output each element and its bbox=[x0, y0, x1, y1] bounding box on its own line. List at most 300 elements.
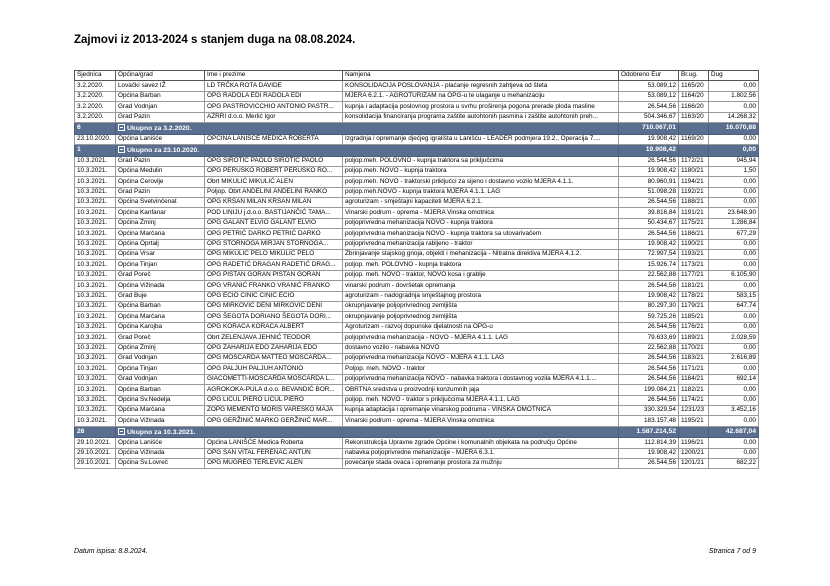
group-empty-cell bbox=[679, 426, 709, 438]
cell-namjena: poljop.meh. NOVO - traktorski priključci za sijeno i dostavno vozilo MJERA 4.1.1. bbox=[343, 177, 619, 187]
cell-sjednica: 10.3.2021. bbox=[75, 187, 116, 197]
cell-ime: OPG MIRKOVIĆ DENI MIRKOVIĆ DENI bbox=[205, 302, 343, 312]
table-row bbox=[75, 374, 759, 384]
cell-namjena: povećanje stada ovaca i opremanje prostora za mužnju bbox=[343, 459, 619, 469]
group-empty-cell bbox=[679, 122, 709, 134]
collapse-group-icon[interactable] bbox=[118, 428, 125, 435]
group-subtotal-text: Ukupno za 3.2.2020. bbox=[127, 124, 192, 132]
cell-opcina: Općina Vižinada bbox=[116, 416, 205, 426]
cell-dug: 0,00 bbox=[709, 312, 759, 322]
table-row bbox=[75, 187, 759, 197]
table-row bbox=[75, 166, 759, 176]
cell-odobreno: 26.544,56 bbox=[619, 322, 679, 332]
group-subtotal-row bbox=[75, 122, 759, 134]
cell-sjednica: 29.10.2021. bbox=[75, 459, 116, 469]
cell-opcina: Općina Sv.Nedelja bbox=[116, 395, 205, 405]
cell-sjednica: 10.3.2021. bbox=[75, 239, 116, 249]
cell-odobreno: 26.544,56 bbox=[619, 102, 679, 112]
cell-opcina: Općina Vrsar bbox=[116, 250, 205, 260]
cell-opcina: Općina Žminj bbox=[116, 218, 205, 228]
group-sum-dug: 16.070,88 bbox=[709, 122, 759, 134]
cell-opcina: Općina Lanišće bbox=[116, 438, 205, 448]
cell-odobreno: 39.816,84 bbox=[619, 208, 679, 218]
cell-namjena: agroturizam - nadogradnja smještajnog prostora bbox=[343, 291, 619, 301]
cell-brug: 1182/21 bbox=[679, 385, 709, 395]
cell-sjednica: 10.3.2021. bbox=[75, 385, 116, 395]
cell-odobreno: 51.098,28 bbox=[619, 187, 679, 197]
loans-table bbox=[74, 70, 759, 469]
cell-namjena: poljop. meh. NOVO - traktor, NOVO kosa i grablje bbox=[343, 270, 619, 280]
table-row bbox=[75, 302, 759, 312]
cell-ime: OPG PASTROVICCHIO ANTONIO PASTR... bbox=[205, 102, 343, 112]
cell-opcina: Grad Poreč bbox=[116, 333, 205, 343]
cell-sjednica: 10.3.2021. bbox=[75, 198, 116, 208]
group-subtotal-text: Ukupno za 23.10.2020. bbox=[127, 146, 200, 154]
cell-dug: 945,94 bbox=[709, 156, 759, 166]
cell-sjednica: 10.3.2021. bbox=[75, 405, 116, 415]
table-row bbox=[75, 250, 759, 260]
cell-namjena: Poljop. meh. NOVO - traktor bbox=[343, 364, 619, 374]
cell-ime: POD LINIJU j.d.o.o. BASTIJANČIĆ TAMA... bbox=[205, 208, 343, 218]
cell-odobreno: 79.633,69 bbox=[619, 333, 679, 343]
cell-ime: Općina LANIŠĆE Medica Roberta bbox=[205, 438, 343, 448]
cell-opcina: Općina Marčana bbox=[116, 405, 205, 415]
cell-brug: 1184/21 bbox=[679, 374, 709, 384]
cell-namjena: Vinarski podrum - oprema - MJERA Vinska omotnica bbox=[343, 208, 619, 218]
cell-dug: 677,29 bbox=[709, 229, 759, 239]
cell-odobreno: 26.544,56 bbox=[619, 353, 679, 363]
table-row bbox=[75, 81, 759, 91]
cell-opcina: Općina Barban bbox=[116, 91, 205, 101]
cell-opcina: Grad Pazin bbox=[116, 156, 205, 166]
cell-odobreno: 80.960,91 bbox=[619, 177, 679, 187]
cell-dug: 0,00 bbox=[709, 177, 759, 187]
cell-ime: OPG ŠEGOTA DORIANO ŠEGOTA DORI... bbox=[205, 312, 343, 322]
cell-ime: AGROKOKA-PULA d.o.o. BEVANDIĆ BOR... bbox=[205, 385, 343, 395]
cell-sjednica: 10.3.2021. bbox=[75, 291, 116, 301]
cell-brug: 1193/21 bbox=[679, 250, 709, 260]
col-header-sjednica[interactable]: Sjednica bbox=[75, 71, 116, 81]
cell-dug: 0,00 bbox=[709, 281, 759, 291]
cell-sjednica: 10.3.2021. bbox=[75, 270, 116, 280]
cell-dug: 0,00 bbox=[709, 364, 759, 374]
table-row bbox=[75, 281, 759, 291]
cell-brug: 1196/21 bbox=[679, 438, 709, 448]
cell-ime: OPG KRSAN MILAN KRSAN MILAN bbox=[205, 198, 343, 208]
cell-brug: 1194/21 bbox=[679, 177, 709, 187]
cell-sjednica: 10.3.2021. bbox=[75, 322, 116, 332]
cell-odobreno: 22.562,88 bbox=[619, 343, 679, 353]
cell-dug: 6.105,90 bbox=[709, 270, 759, 280]
cell-ime: OPG GALANT ELVIO GALANT ELVIO bbox=[205, 218, 343, 228]
cell-brug: 1175/21 bbox=[679, 218, 709, 228]
cell-opcina: Općina Tinjan bbox=[116, 364, 205, 374]
cell-brug: 1170/21 bbox=[679, 343, 709, 353]
cell-dug: 1.802,56 bbox=[709, 91, 759, 101]
cell-brug: 1166/20 bbox=[679, 102, 709, 112]
cell-brug: 1190/21 bbox=[679, 239, 709, 249]
cell-sjednica: 10.3.2021. bbox=[75, 229, 116, 239]
cell-brug: 1174/21 bbox=[679, 395, 709, 405]
report-title: Zajmovi iz 2013-2024 s stanjem duga na 08.08.2024. bbox=[74, 34, 356, 46]
cell-opcina: Grad Pazin bbox=[116, 187, 205, 197]
cell-ime: GIACOMETTI-MOSCARDA MOSCARDA L... bbox=[205, 374, 343, 384]
cell-ime: OPG PERUŠKO ROBERT PERUŠKO RO... bbox=[205, 166, 343, 176]
cell-opcina: Općina Barban bbox=[116, 385, 205, 395]
cell-ime: OPG MIKULIĆ PELO MIKULIĆ PELO bbox=[205, 250, 343, 260]
cell-odobreno: 22.562,88 bbox=[619, 270, 679, 280]
cell-dug: 0,00 bbox=[709, 322, 759, 332]
cell-odobreno: 26.544,56 bbox=[619, 229, 679, 239]
group-subtotal-row bbox=[75, 426, 759, 438]
cell-odobreno: 19.908,42 bbox=[619, 166, 679, 176]
cell-odobreno: 26.544,56 bbox=[619, 395, 679, 405]
cell-brug: 1180/21 bbox=[679, 166, 709, 176]
cell-ime: OPG SAN VITAL FERENAC ANTUN bbox=[205, 448, 343, 458]
cell-brug: 1164/20 bbox=[679, 91, 709, 101]
cell-dug: 0,00 bbox=[709, 438, 759, 448]
cell-dug: 2.616,89 bbox=[709, 353, 759, 363]
cell-odobreno: 19.908,42 bbox=[619, 291, 679, 301]
cell-namjena: Agroturizam - razvoj dopunske djelatnosti na OPG-u bbox=[343, 322, 619, 332]
cell-ime: OPG SIROTIĆ PAOLO SIROTIĆ PAOLO bbox=[205, 156, 343, 166]
cell-ime: Obrt ZELENJAVA JEHNIĆ TEODOR bbox=[205, 333, 343, 343]
cell-namjena: nabavka poljoprivredne mehanizacije - MJERA 6.3.1. bbox=[343, 448, 619, 458]
collapse-group-icon[interactable] bbox=[118, 146, 125, 153]
cell-dug: 1.286,84 bbox=[709, 218, 759, 228]
cell-sjednica: 10.3.2021. bbox=[75, 166, 116, 176]
cell-brug: 1177/21 bbox=[679, 270, 709, 280]
table-row bbox=[75, 239, 759, 249]
cell-sjednica: 10.3.2021. bbox=[75, 416, 116, 426]
group-count: 1 bbox=[75, 144, 116, 156]
cell-opcina: Grad Buje bbox=[116, 291, 205, 301]
table-row bbox=[75, 270, 759, 280]
cell-odobreno: 19.908,42 bbox=[619, 134, 679, 144]
table-row bbox=[75, 438, 759, 448]
cell-odobreno: 15.926,74 bbox=[619, 260, 679, 270]
group-subtotal-text: Ukupno za 10.3.2021. bbox=[127, 428, 196, 436]
cell-opcina: Općina Svetvinčenat bbox=[116, 198, 205, 208]
cell-dug: 3.452,16 bbox=[709, 405, 759, 415]
cell-sjednica: 10.3.2021. bbox=[75, 281, 116, 291]
group-sum-odobreno: 19.908,42 bbox=[619, 144, 679, 156]
cell-namjena: poljoprivredna mehanizacija NOVO - MJERA 4.1.1. LAG bbox=[343, 353, 619, 363]
cell-sjednica: 29.10.2021. bbox=[75, 438, 116, 448]
cell-brug: 1192/21 bbox=[679, 187, 709, 197]
cell-ime: AZRRI d.o.o. Merlić Igor bbox=[205, 112, 343, 122]
cell-ime: OPĆINA LANIŠĆE MEDICA ROBERTA bbox=[205, 134, 343, 144]
group-subtotal-label[interactable] bbox=[116, 122, 619, 134]
cell-dug: 0,00 bbox=[709, 343, 759, 353]
cell-namjena: kupnja adaptacija i opremanje vinarskog podruma - VINSKA OMOTNICA bbox=[343, 405, 619, 415]
cell-brug: 1171/21 bbox=[679, 364, 709, 374]
cell-namjena: OBRTNA sredstva u proizvodnji konzumnih jaja bbox=[343, 385, 619, 395]
table-row bbox=[75, 333, 759, 343]
cell-brug: 1176/21 bbox=[679, 322, 709, 332]
cell-opcina: Općina Vižinada bbox=[116, 448, 205, 458]
cell-odobreno: 26.544,56 bbox=[619, 198, 679, 208]
table-row bbox=[75, 385, 759, 395]
cell-sjednica: 10.3.2021. bbox=[75, 260, 116, 270]
cell-dug: 682,22 bbox=[709, 459, 759, 469]
cell-dug: 0,00 bbox=[709, 385, 759, 395]
table-row bbox=[75, 291, 759, 301]
cell-namjena: poljoprivredna mehanizacija NOVO - kupnja traktora sa utovarivačem bbox=[343, 229, 619, 239]
cell-odobreno: 26.544,56 bbox=[619, 281, 679, 291]
cell-namjena: Izgradnja i opremanje dječjeg igrališta u Lanišću - LEADER podmjera 19.2., Operacija 7.... bbox=[343, 134, 619, 144]
cell-opcina: Općina Oprtalj bbox=[116, 239, 205, 249]
cell-namjena: okrupnjavanje poljoprivrednog zemljišta bbox=[343, 302, 619, 312]
cell-dug: 1,50 bbox=[709, 166, 759, 176]
cell-sjednica: 10.3.2021. bbox=[75, 395, 116, 405]
group-count: 6 bbox=[75, 122, 116, 134]
cell-opcina: Općina Sv.Lovreč bbox=[116, 459, 205, 469]
cell-odobreno: 112.814,39 bbox=[619, 438, 679, 448]
cell-ime: OPG MOSCARDA MATTEO MOSCARDA... bbox=[205, 353, 343, 363]
cell-sjednica: 10.3.2021. bbox=[75, 364, 116, 374]
cell-ime: OPG LICUL PIERO LICUL PIERO bbox=[205, 395, 343, 405]
cell-sjednica: 3.2.2020. bbox=[75, 102, 116, 112]
col-header-odobreno[interactable]: Odobreno Eur bbox=[619, 71, 679, 81]
table-row bbox=[75, 459, 759, 469]
cell-sjednica: 29.10.2021. bbox=[75, 448, 116, 458]
cell-opcina: Općina Kanfanar bbox=[116, 208, 205, 218]
table-body bbox=[75, 81, 759, 469]
table-row bbox=[75, 177, 759, 187]
cell-dug: 14.268,32 bbox=[709, 112, 759, 122]
cell-ime: OPG RADOLA EDI RADOLA EDI bbox=[205, 91, 343, 101]
cell-odobreno: 199.084,21 bbox=[619, 385, 679, 395]
cell-brug: 1191/21 bbox=[679, 208, 709, 218]
cell-opcina: Lovački savez IŽ bbox=[116, 81, 205, 91]
cell-brug: 1183/21 bbox=[679, 353, 709, 363]
cell-opcina: Općina Tinjan bbox=[116, 260, 205, 270]
cell-dug: 0,00 bbox=[709, 134, 759, 144]
cell-sjednica: 10.3.2021. bbox=[75, 177, 116, 187]
table-row bbox=[75, 312, 759, 322]
group-subtotal-label[interactable] bbox=[116, 144, 619, 156]
cell-dug: 0,00 bbox=[709, 260, 759, 270]
cell-brug: 1188/21 bbox=[679, 198, 709, 208]
cell-dug: 647,74 bbox=[709, 302, 759, 312]
cell-opcina: Općina Lanišće bbox=[116, 134, 205, 144]
cell-brug: 1185/21 bbox=[679, 312, 709, 322]
table-row bbox=[75, 229, 759, 239]
table-row bbox=[75, 102, 759, 112]
group-subtotal-row bbox=[75, 144, 759, 156]
cell-brug: 1195/21 bbox=[679, 416, 709, 426]
cell-odobreno: 183.157,48 bbox=[619, 416, 679, 426]
cell-brug: 1201/21 bbox=[679, 459, 709, 469]
cell-dug: 0,00 bbox=[709, 187, 759, 197]
cell-opcina: Općina Žminj bbox=[116, 343, 205, 353]
cell-opcina: Općina Karojba bbox=[116, 322, 205, 332]
cell-odobreno: 72.997,54 bbox=[619, 250, 679, 260]
cell-namjena: okrupnjavanje poljoprivrednog zemljišta bbox=[343, 312, 619, 322]
cell-odobreno: 50.434,67 bbox=[619, 218, 679, 228]
group-subtotal-label[interactable] bbox=[116, 426, 619, 438]
cell-dug: 23.648,90 bbox=[709, 208, 759, 218]
cell-odobreno: 19.908,42 bbox=[619, 239, 679, 249]
table-row bbox=[75, 405, 759, 415]
cell-odobreno: 53.089,12 bbox=[619, 91, 679, 101]
cell-brug: 1189/21 bbox=[679, 333, 709, 343]
cell-brug: 1172/21 bbox=[679, 156, 709, 166]
cell-ime: OPG VRANIĆ FRANKO VRANIĆ FRANKO bbox=[205, 281, 343, 291]
cell-opcina: Grad Vodnjan bbox=[116, 353, 205, 363]
table-header-row bbox=[75, 71, 759, 81]
cell-sjednica: 10.3.2021. bbox=[75, 312, 116, 322]
table-row bbox=[75, 198, 759, 208]
cell-ime: OPG PIŠTAN GORAN PIŠTAN GORAN bbox=[205, 270, 343, 280]
cell-sjednica: 10.3.2021. bbox=[75, 302, 116, 312]
cell-brug: 1165/20 bbox=[679, 81, 709, 91]
cell-namjena: vinarski podrum - dovršetak opremanja bbox=[343, 281, 619, 291]
table-row bbox=[75, 395, 759, 405]
table-row bbox=[75, 416, 759, 426]
cell-ime: OPG STORNOGA MIRJAN STORNOGA... bbox=[205, 239, 343, 249]
cell-dug: 0,00 bbox=[709, 102, 759, 112]
cell-odobreno: 80.297,30 bbox=[619, 302, 679, 312]
cell-ime: Obrt MIKULIĆ MIKULIĆ ALEN bbox=[205, 177, 343, 187]
cell-dug: 692,14 bbox=[709, 374, 759, 384]
cell-namjena: konsolidacija financiranja programa zaštite autohtonih pasmina i zaštite autohtonih preh... bbox=[343, 112, 619, 122]
cell-opcina: Grad Pazin bbox=[116, 112, 205, 122]
collapse-group-icon[interactable] bbox=[118, 124, 125, 131]
cell-brug: 1186/21 bbox=[679, 229, 709, 239]
cell-ime: ZOPG MEMENTO MORIS VAREŠKO MAJA bbox=[205, 405, 343, 415]
table-row bbox=[75, 218, 759, 228]
col-header-brug[interactable]: Br.ug. bbox=[679, 71, 709, 81]
cell-dug: 2.028,59 bbox=[709, 333, 759, 343]
group-sum-dug: 42.687,04 bbox=[709, 426, 759, 438]
cell-opcina: Grad Vodnjan bbox=[116, 374, 205, 384]
cell-sjednica: 10.3.2021. bbox=[75, 374, 116, 384]
cell-odobreno: 330.329,54 bbox=[619, 405, 679, 415]
cell-ime: OPG PALJUH PALJUH ANTONIO bbox=[205, 364, 343, 374]
cell-ime: OPG MUGREG TERLEVIĆ ALEN bbox=[205, 459, 343, 469]
cell-opcina: Općina Medulin bbox=[116, 166, 205, 176]
cell-brug: 1179/21 bbox=[679, 302, 709, 312]
cell-opcina: Općina Marčana bbox=[116, 312, 205, 322]
cell-opcina: Grad Poreč bbox=[116, 270, 205, 280]
cell-namjena: poljoprivredna mehanizacija - NOVO - MJERA 4.1.1. LAG bbox=[343, 333, 619, 343]
cell-opcina: Općina Barban bbox=[116, 302, 205, 312]
cell-sjednica: 10.3.2021. bbox=[75, 343, 116, 353]
cell-brug: 1169/20 bbox=[679, 134, 709, 144]
cell-odobreno: 504.346,67 bbox=[619, 112, 679, 122]
cell-opcina: Općina Vižinada bbox=[116, 281, 205, 291]
cell-odobreno: 26.544,56 bbox=[619, 156, 679, 166]
cell-dug: 0,00 bbox=[709, 250, 759, 260]
col-header-opcina[interactable]: Općina/grad bbox=[116, 71, 205, 81]
group-sum-odobreno: 710.067,01 bbox=[619, 122, 679, 134]
cell-namjena: poljop. meh. POLOVNO - kupnja traktora bbox=[343, 260, 619, 270]
print-date: Datum ispisa: 8.8.2024. bbox=[74, 548, 148, 555]
cell-namjena: poljop.meh. POLOVNO - kupnja traktora sa priključcima bbox=[343, 156, 619, 166]
cell-ime: OPG GERŽINIĆ MARKO GERŽINIĆ MAR... bbox=[205, 416, 343, 426]
group-count: 26 bbox=[75, 426, 116, 438]
cell-sjednica: 3.2.2020. bbox=[75, 112, 116, 122]
cell-dug: 0,00 bbox=[709, 448, 759, 458]
cell-namjena: Zbrinjavanje stajskog gnoja, objekti i mehanizacija - Nitratna direktiva MJERA 4.1.2. bbox=[343, 250, 619, 260]
cell-ime: OPG ECIO CINIĆ CINIĆ ECIO bbox=[205, 291, 343, 301]
cell-namjena: dostavno vozilo - nabavka NOVO bbox=[343, 343, 619, 353]
cell-brug: 1181/21 bbox=[679, 281, 709, 291]
cell-ime: OPG ZAHARIJA EDO ZAHARIJA EDO bbox=[205, 343, 343, 353]
cell-namjena: kupnja i adaptacija poslovnog prostora u svrhu proširenja pogona prerade ploda masline bbox=[343, 102, 619, 112]
cell-odobreno: 19.908,42 bbox=[619, 448, 679, 458]
group-empty-cell bbox=[679, 144, 709, 156]
cell-brug: 1231/23 bbox=[679, 405, 709, 415]
cell-ime: OPG PETRIĆ DARKO PETRIĆ DARKO bbox=[205, 229, 343, 239]
cell-dug: 0,00 bbox=[709, 239, 759, 249]
cell-namjena: Rekonstrukcija Upravne zgrade Općine i komunalnih objekata na području Općine bbox=[343, 438, 619, 448]
cell-odobreno: 26.544,56 bbox=[619, 364, 679, 374]
cell-dug: 0,00 bbox=[709, 416, 759, 426]
cell-odobreno: 26.544,56 bbox=[619, 374, 679, 384]
group-sum-dug: 0,00 bbox=[709, 144, 759, 156]
cell-odobreno: 53.089,12 bbox=[619, 81, 679, 91]
cell-namjena: poljop.meh.NOVO - kupnja traktora MJERA 4.1.1. LAG bbox=[343, 187, 619, 197]
cell-sjednica: 23.10.2020. bbox=[75, 134, 116, 144]
cell-namjena: Vinarski podrum - oprema - MJERA Vinska omotnica bbox=[343, 416, 619, 426]
cell-namjena: MJERA 6.2.1. - AGROTURIZAM na OPG-u te ulaganje u mehanizaciju bbox=[343, 91, 619, 101]
cell-ime: OPG KORACA KORACA ALBERT bbox=[205, 322, 343, 332]
table-row bbox=[75, 260, 759, 270]
cell-sjednica: 3.2.2020. bbox=[75, 81, 116, 91]
cell-odobreno: 59.725,26 bbox=[619, 312, 679, 322]
table-row bbox=[75, 353, 759, 363]
cell-dug: 583,15 bbox=[709, 291, 759, 301]
cell-ime: OPG RADETIĆ DRAGAN RADETIĆ DRAG... bbox=[205, 260, 343, 270]
cell-sjednica: 3.2.2020. bbox=[75, 91, 116, 101]
cell-sjednica: 10.3.2021. bbox=[75, 353, 116, 363]
cell-dug: 0,00 bbox=[709, 198, 759, 208]
cell-brug: 1178/21 bbox=[679, 291, 709, 301]
cell-dug: 0,00 bbox=[709, 81, 759, 91]
col-header-namjena[interactable]: Namjena bbox=[343, 71, 619, 81]
cell-sjednica: 10.3.2021. bbox=[75, 333, 116, 343]
table-row bbox=[75, 364, 759, 374]
cell-namjena: KONSOLIDACIJA POSLOVANJA - plaćanje regresnih zahtjeva od šteta bbox=[343, 81, 619, 91]
cell-opcina: Općina Cerovlje bbox=[116, 177, 205, 187]
cell-dug: 0,00 bbox=[709, 395, 759, 405]
table-row bbox=[75, 112, 759, 122]
cell-namjena: poljoprivredna mehanizacija rabljeno - traktor bbox=[343, 239, 619, 249]
table-row bbox=[75, 91, 759, 101]
cell-brug: 1173/21 bbox=[679, 260, 709, 270]
cell-namjena: agroturizam - smještajni kapaciteti MJERA 6.2.1. bbox=[343, 198, 619, 208]
cell-sjednica: 10.3.2021. bbox=[75, 208, 116, 218]
cell-odobreno: 26.544,56 bbox=[619, 459, 679, 469]
cell-namjena: poljoprivredna mehanizacija NOVO - kupnja traktora bbox=[343, 218, 619, 228]
cell-namjena: poljop. meh. NOVO - traktor s priključcima MJERA 4.1.1. LAG bbox=[343, 395, 619, 405]
cell-ime: LD TRČKA ROTA DAVIDE bbox=[205, 81, 343, 91]
table-row bbox=[75, 134, 759, 144]
table-row bbox=[75, 156, 759, 166]
table-row bbox=[75, 208, 759, 218]
table-row bbox=[75, 343, 759, 353]
col-header-dug[interactable]: Dug bbox=[709, 71, 759, 81]
table-row bbox=[75, 448, 759, 458]
cell-opcina: Grad Vodnjan bbox=[116, 102, 205, 112]
cell-brug: 1163/20 bbox=[679, 112, 709, 122]
page-number: Stranica 7 od 9 bbox=[708, 548, 756, 555]
col-header-ime[interactable]: Ime i prezime bbox=[205, 71, 343, 81]
cell-namjena: poljop.meh. NOVO - kupnja traktora bbox=[343, 166, 619, 176]
